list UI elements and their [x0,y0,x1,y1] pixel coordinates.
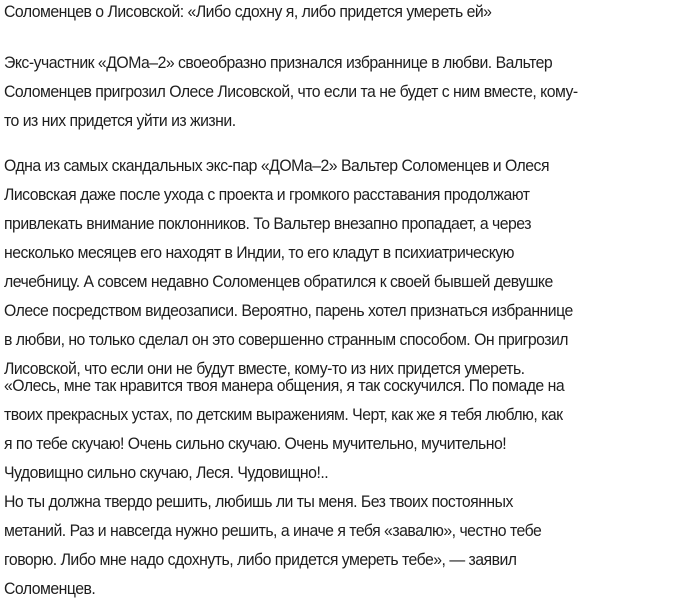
text-line: Чудовищно сильно скучаю, Леся. Чудовищно!.. [4,463,329,482]
text-line: метаний. Раз и навсегда нужно решить, а иначе я тебя «завалю», честно тебе [4,521,542,540]
text-line: лечебницу. А совсем недавно Соломенцев обратился к своей бывшей девушке [4,272,553,291]
text-line: Соломенцев. [4,579,96,598]
text-line: привлекать внимание поклонников. То Вальтер внезапно пропадает, а через [4,214,531,233]
text-line: Соломенцев пригрозил Олесе Лисовской, что если та не будет с ним вместе, кому- [4,82,578,101]
text-line: твоих прекрасных устах, по детским выражениям. Черт, как же я тебя люблю, как [4,405,563,424]
text-line: «Олесь, мне так нравится твоя манера общения, я так соскучился. По помаде на [4,376,565,395]
text-line: несколько месяцев его находят в Индии, то его кладут в психиатрическую [4,243,515,262]
text-line: то из них придется уйти из жизни. [4,111,236,130]
text-line: Лисовской, что если они не будут вместе, кому-то из них придется умереть. [4,359,525,378]
text-line: Олесе посредством видеозаписи. Вероятно, парень хотел признаться избраннице [4,301,573,320]
paragraph-quote [4,371,606,603]
paragraph-body [4,151,616,383]
text-line: в любви, но только сделал он это совершенно странным способом. Он пригрозил [4,330,569,349]
article-title: Соломенцев о Лисовской: «Либо сдохну я, либо придется умереть ей» [4,2,492,21]
text-line: Экс-участник «ДОМа–2» своеобразно признался избраннице в любви. Вальтер [4,53,553,72]
text-line: я по тебе скучаю! Очень сильно скучаю. Очень мучительно, мучительно! [4,434,507,453]
text-line: Но ты должна твердо решить, любишь ли ты меня. Без твоих постоянных [4,492,513,511]
paragraph-lead [4,48,621,135]
text-line: говорю. Либо мне надо сдохнуть, либо придется умереть тебе», — заявил [4,550,517,569]
text-line: Одна из самых скандальных экс-пар «ДОМа–2» Вальтер Соломенцев и Олеся [4,156,549,175]
text-line: Лисовская даже после ухода с проекта и громкого расставания продолжают [4,185,530,204]
